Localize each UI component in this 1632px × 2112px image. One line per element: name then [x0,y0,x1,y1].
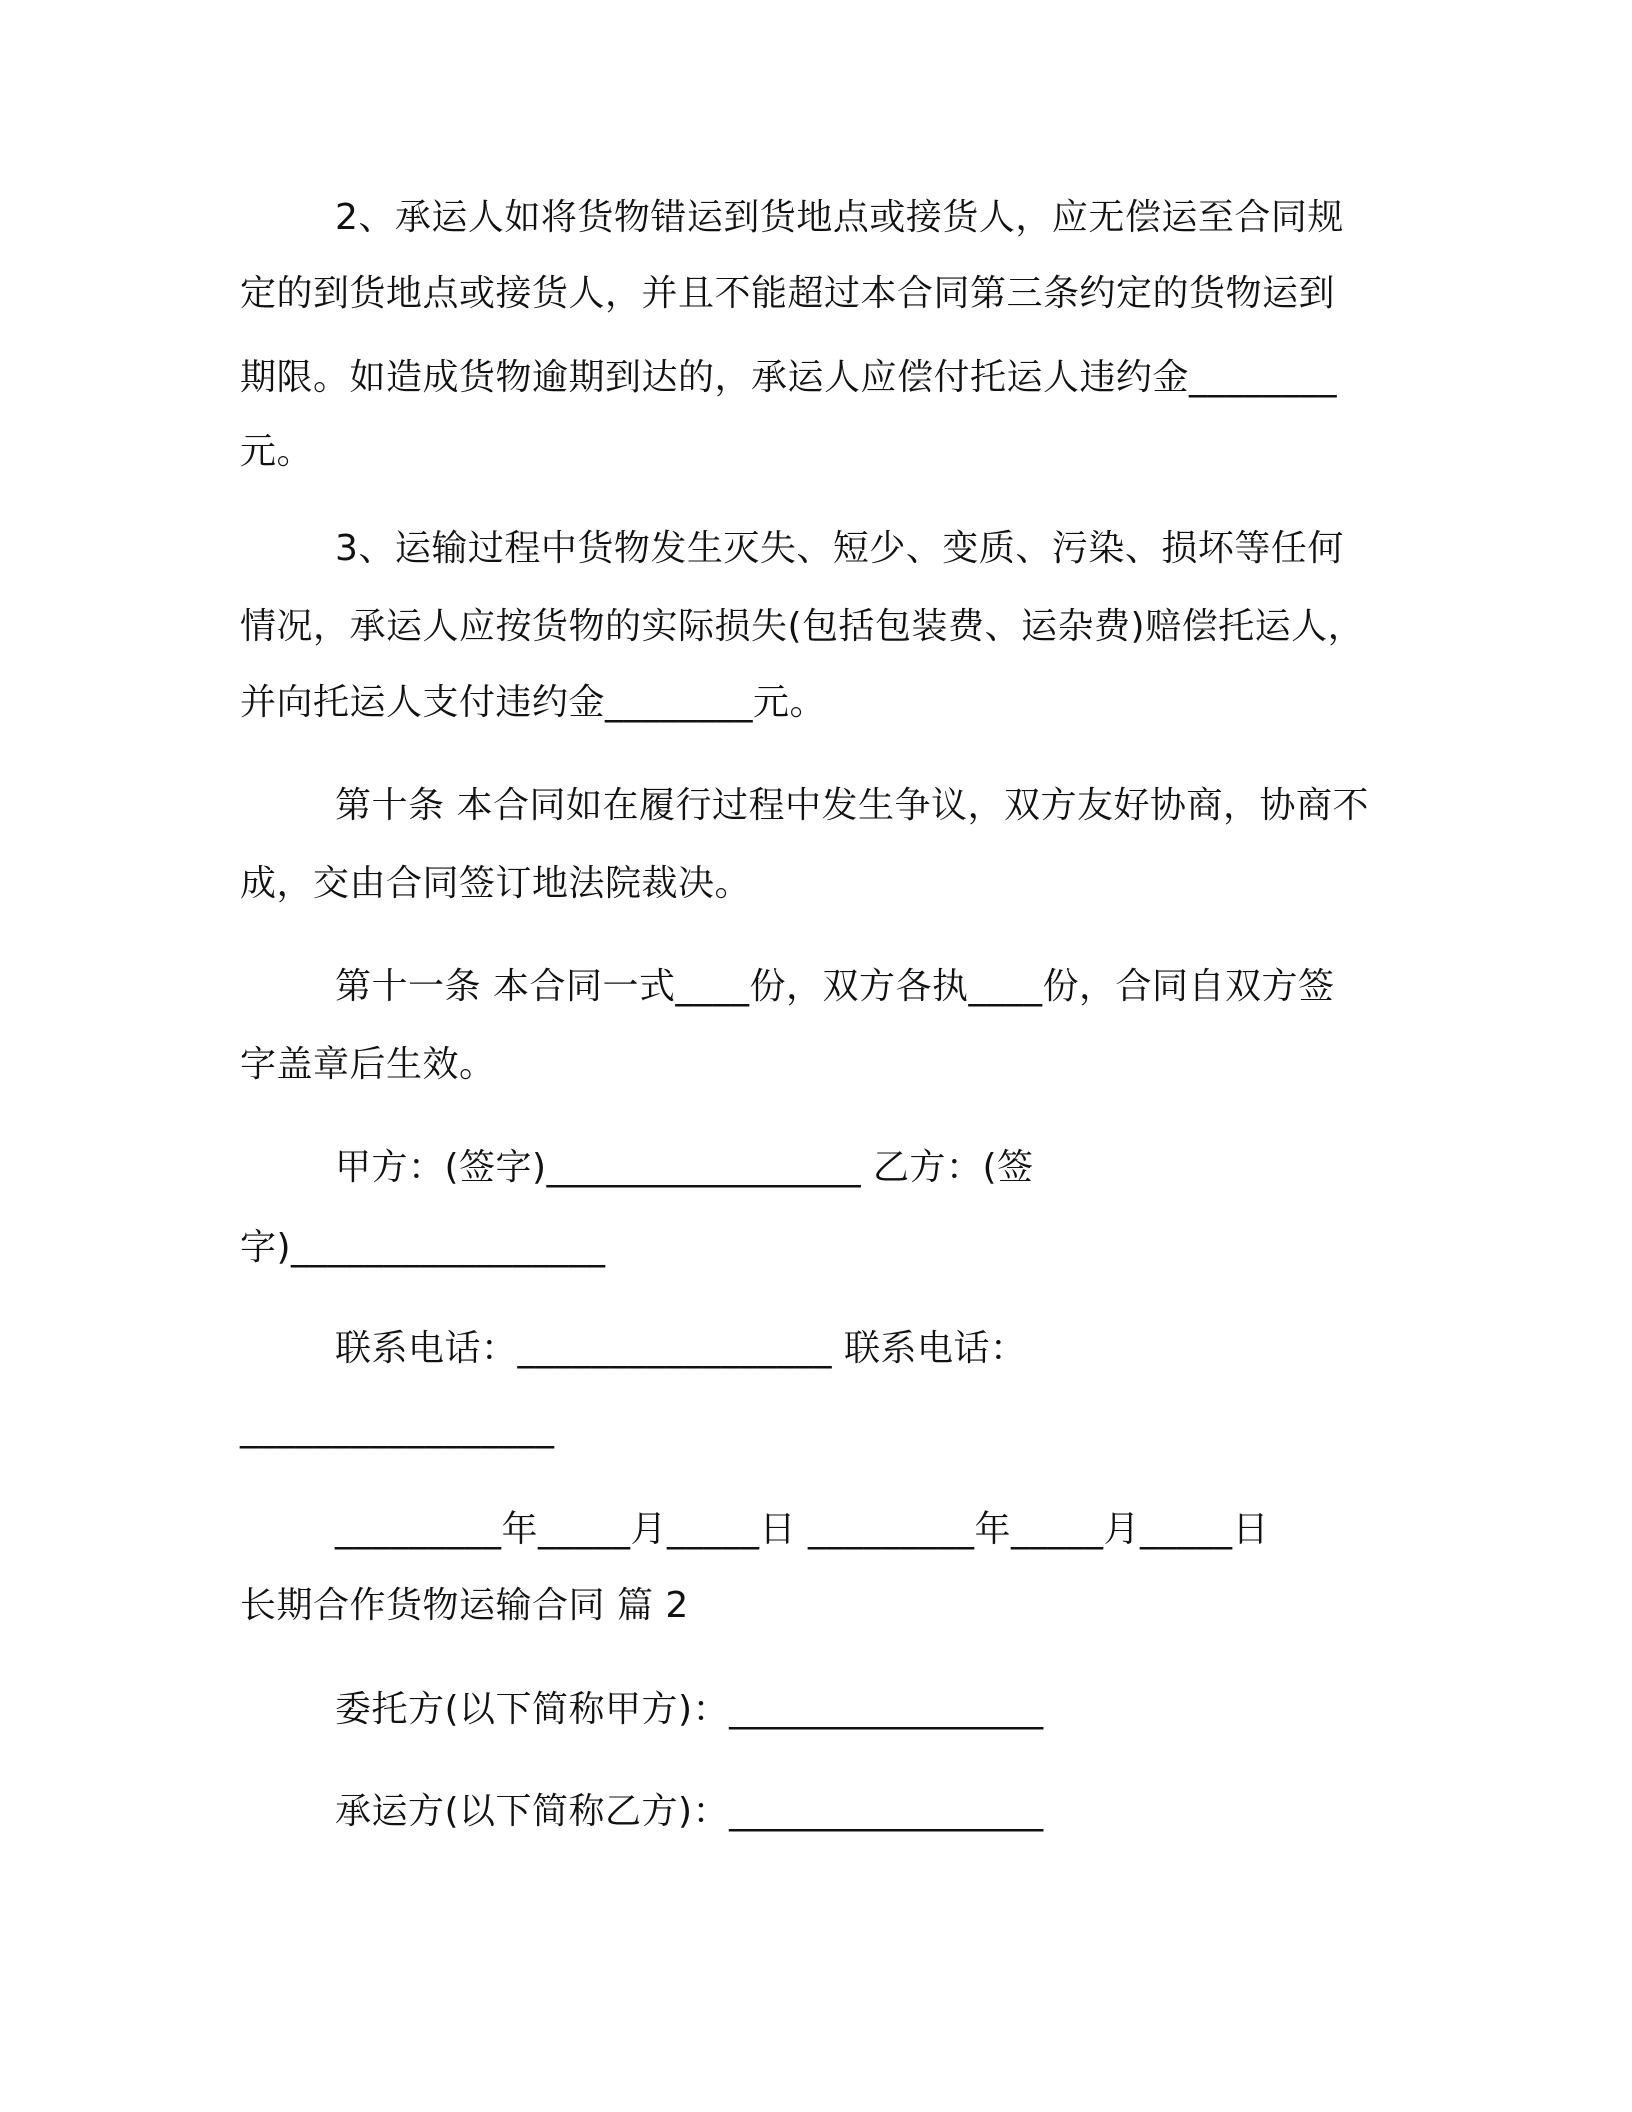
clause-2-line-4: 元。 [240,431,314,472]
signature-line-1: 甲方：(签字)_________________ 乙方：(签 [335,1147,1034,1188]
signature-line-2: 字)_________________ [240,1227,606,1268]
client-party-line: 委托方(以下简称甲方)：_________________ [335,1689,1044,1730]
article-10-line-2: 成，交由合同签订地法院裁决。 [240,863,752,904]
phone-line-1: 联系电话：_________________ 联系电话： [335,1328,1027,1369]
clause-2-line-3: 期限。如造成货物逾期到达的，承运人应偿付托运人违约金________ [240,357,1338,398]
article-11-line-1: 第十一条 本合同一式____份，双方各执____份，合同自双方签 [335,966,1335,1007]
article-11-line-2: 字盖章后生效。 [240,1044,496,1085]
date-line: _________年_____月_____日 _________年_____月_____日 [335,1509,1269,1550]
clause-3-line-1: 3、运输过程中货物发生灭失、短少、变质、污染、损坏等任何 [335,528,1344,569]
article-10-line-1: 第十条 本合同如在履行过程中发生争议，双方友好协商，协商不 [335,785,1369,826]
section-heading: 长期合作货物运输合同 篇 2 [240,1585,689,1626]
clause-2-line-1: 2、承运人如将货物错运到货地点或接货人，应无偿运至合同规 [335,197,1344,238]
phone-line-2: _________________ [240,1408,555,1449]
clause-3-line-2: 情况，承运人应按货物的实际损失(包括包装费、运杂费)赔偿托运人， [240,606,1365,647]
carrier-party-line: 承运方(以下简称乙方)：_________________ [335,1791,1044,1832]
clause-3-line-3: 并向托运人支付违约金________元。 [240,682,827,723]
clause-2-line-2: 定的到货地点或接货人，并且不能超过本合同第三条约定的货物运到 [240,273,1336,314]
